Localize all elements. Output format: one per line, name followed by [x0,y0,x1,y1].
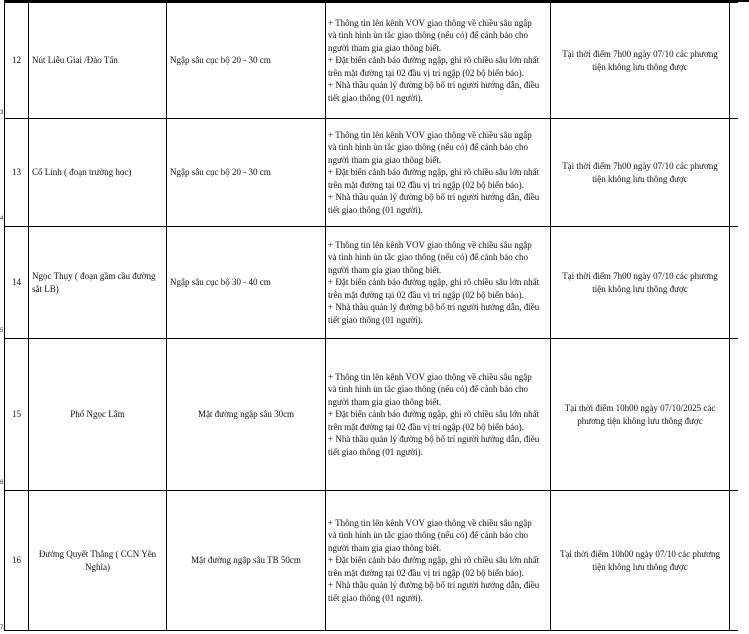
measure-line: + Nhà thầu quản lý đường bộ bố trí người hướng dẫn, điều [328,434,540,445]
measure-line: + Thông tin lên kênh VOV giao thông về chiều sâu ngập [328,240,532,251]
measure-line: trên mặt đường tại 02 đầu vị trí ngập (02 bộ biển báo). [328,289,524,300]
stt-cell: 13 [5,119,29,227]
measure-line: tiết giao thông (01 người). [328,314,423,325]
measure-line: + Đặt biển cảnh báo đường ngập, ghi rõ chiều sâu lớn nhất [328,555,540,566]
margin-row-number: 3 [0,110,4,116]
edge-cell [730,3,739,119]
measure-line: + Nhà thầu quản lý đường bộ bố trí người hướng dẫn, điều [328,192,540,203]
measure-line: tiết giao thông (01 người). [328,204,423,215]
location-line: Phố Ngọc Lâm [70,409,125,420]
table-row [5,227,739,339]
stt-cell: 15 [5,339,29,491]
location-line: Nút Liễu Giai /Đào Tấn [32,55,118,66]
measure-line: trên mặt đường tại 02 đầu vị trí ngập (02 bộ biển báo). [328,67,524,78]
flood-report-table [4,2,738,631]
location-cell [29,119,167,227]
measure-line: + Đặt biển cảnh báo đường ngập, ghi rõ chiều sâu lớn nhất [328,277,540,288]
measure-line: + Đặt biển cảnh báo đường ngập, ghi rõ chiều sâu lớn nhất [328,409,540,420]
measure-line: và tình hình ùn tắc giao thông (nếu có) để cảnh báo cho [328,384,528,395]
measures-cell [326,227,551,339]
edge-cell [730,491,739,631]
table-row [5,3,739,119]
time-line: tiện không lưu thông được [592,561,688,572]
edge-cell [730,119,739,227]
location-line: Ngọc Thụy ( đoạn gầm cầu đường [32,271,156,282]
time-line: Tại thời điểm 7h00 ngày 07/10 các phương [562,49,718,60]
depth-cell: Ngập sâu cục bộ 20 - 30 cm [167,3,326,119]
measure-line: trên mặt đường tại 02 đầu vị trí ngập (02 bộ biển báo). [328,421,524,432]
measures-cell [326,339,551,491]
margin-row-number: 4 [0,216,4,222]
time-cell [551,3,730,119]
measure-line: người tham gia giao thông biết. [328,396,442,407]
time-cell [551,491,730,631]
measure-line: + Thông tin lên kênh VOV giao thông về chiều sâu ngập [328,130,532,141]
margin-row-number: 5 [0,328,4,334]
time-line: phương tiện không lưu thông được [577,415,703,426]
depth-cell: Ngập sâu cục bộ 20 - 30 cm [167,119,326,227]
measure-line: + Thông tin lên kênh VOV giao thông về chiều sâu ngập [328,372,532,383]
measure-line: + Đặt biển cảnh báo đường ngập, ghi rõ chiều sâu lớn nhất [328,167,540,178]
edge-cell [730,339,739,491]
time-line: tiện không lưu thông được [592,283,688,294]
measure-line: trên mặt đường tại 02 đầu vị trí ngập (02 bộ biển báo). [328,179,524,190]
time-cell [551,339,730,491]
location-line: Cổ Linh ( đoạn trường học) [32,167,132,178]
measure-line: trên mặt đường tại 02 đầu vị trí ngập (02 bộ biển báo). [328,567,524,578]
location-cell [29,227,167,339]
measure-line: người tham gia giao thông biết. [328,542,442,553]
location-cell [29,339,167,491]
measure-line: + Nhà thầu quản lý đường bộ bố trí người hướng dẫn, điều [328,580,540,591]
time-line: Tại thời điểm 10h00 ngày 07/10/2025 các [564,403,716,414]
time-line: Tại thời điểm 10h00 ngày 07/10 các phương [559,549,721,560]
time-cell [551,119,730,227]
edge-cell [730,227,739,339]
measure-line: + Nhà thầu quản lý đường bộ bố trí người hướng dẫn, điều [328,302,540,313]
measure-line: tiết giao thông (01 người). [328,92,423,103]
table-row [5,491,739,631]
margin-row-number: 6 [0,480,4,486]
measure-line: + Thông tin lên kênh VOV giao thông về chiều sâu ngập [328,518,532,529]
measure-line: + Thông tin lên kênh VOV giao thông về chiều sâu ngập [328,18,532,29]
location-line: Đường Quyết Thắng ( CCN Yên [38,549,157,560]
stt-cell: 16 [5,491,29,631]
depth-cell: Mặt đường ngập sâu 30cm [167,339,326,491]
measure-line: và tình hình ùn tắc giao thông (nếu có) để cảnh báo cho [328,30,528,41]
measures-cell [326,119,551,227]
measure-line: người tham gia giao thông biết. [328,154,442,165]
depth-cell: Ngập sâu cục bộ 30 - 40 cm [167,227,326,339]
measure-line: người tham gia giao thông biết. [328,264,442,275]
margin-row-number: 7 [0,625,4,631]
measures-cell [326,491,551,631]
time-line: tiện không lưu thông được [592,173,688,184]
time-cell [551,227,730,339]
location-line: Nghĩa) [85,561,110,572]
measure-line: người tham gia giao thông biết. [328,42,442,53]
measure-line: và tình hình ùn tắc giao thông (nếu có) để cảnh báo cho [328,530,528,541]
location-cell [29,491,167,631]
location-cell [29,3,167,119]
measure-line: tiết giao thông (01 người). [328,446,423,457]
measure-line: và tình hình ùn tắc giao thông (nếu có) để cảnh báo cho [328,252,528,263]
table-row [5,339,739,491]
time-line: Tại thời điểm 7h00 ngày 07/10 các phương [562,271,718,282]
table-row [5,119,739,227]
measure-line: và tình hình ùn tắc giao thông (nếu có) để cảnh báo cho [328,142,528,153]
time-line: Tại thời điểm 7h00 ngày 07/10 các phương [562,161,718,172]
measure-line: + Đặt biển cảnh báo đường ngập, ghi rõ chiều sâu lớn nhất [328,55,540,66]
depth-cell: Mặt đường ngập sâu TB 50cm [167,491,326,631]
measures-cell [326,3,551,119]
measure-line: tiết giao thông (01 người). [328,592,423,603]
stt-cell: 12 [5,3,29,119]
measure-line: + Nhà thầu quản lý đường bộ bố trí người hướng dẫn, điều [328,80,540,91]
location-line: sắt LB) [32,283,59,294]
time-line: tiện không lưu thông được [592,61,688,72]
stt-cell: 14 [5,227,29,339]
